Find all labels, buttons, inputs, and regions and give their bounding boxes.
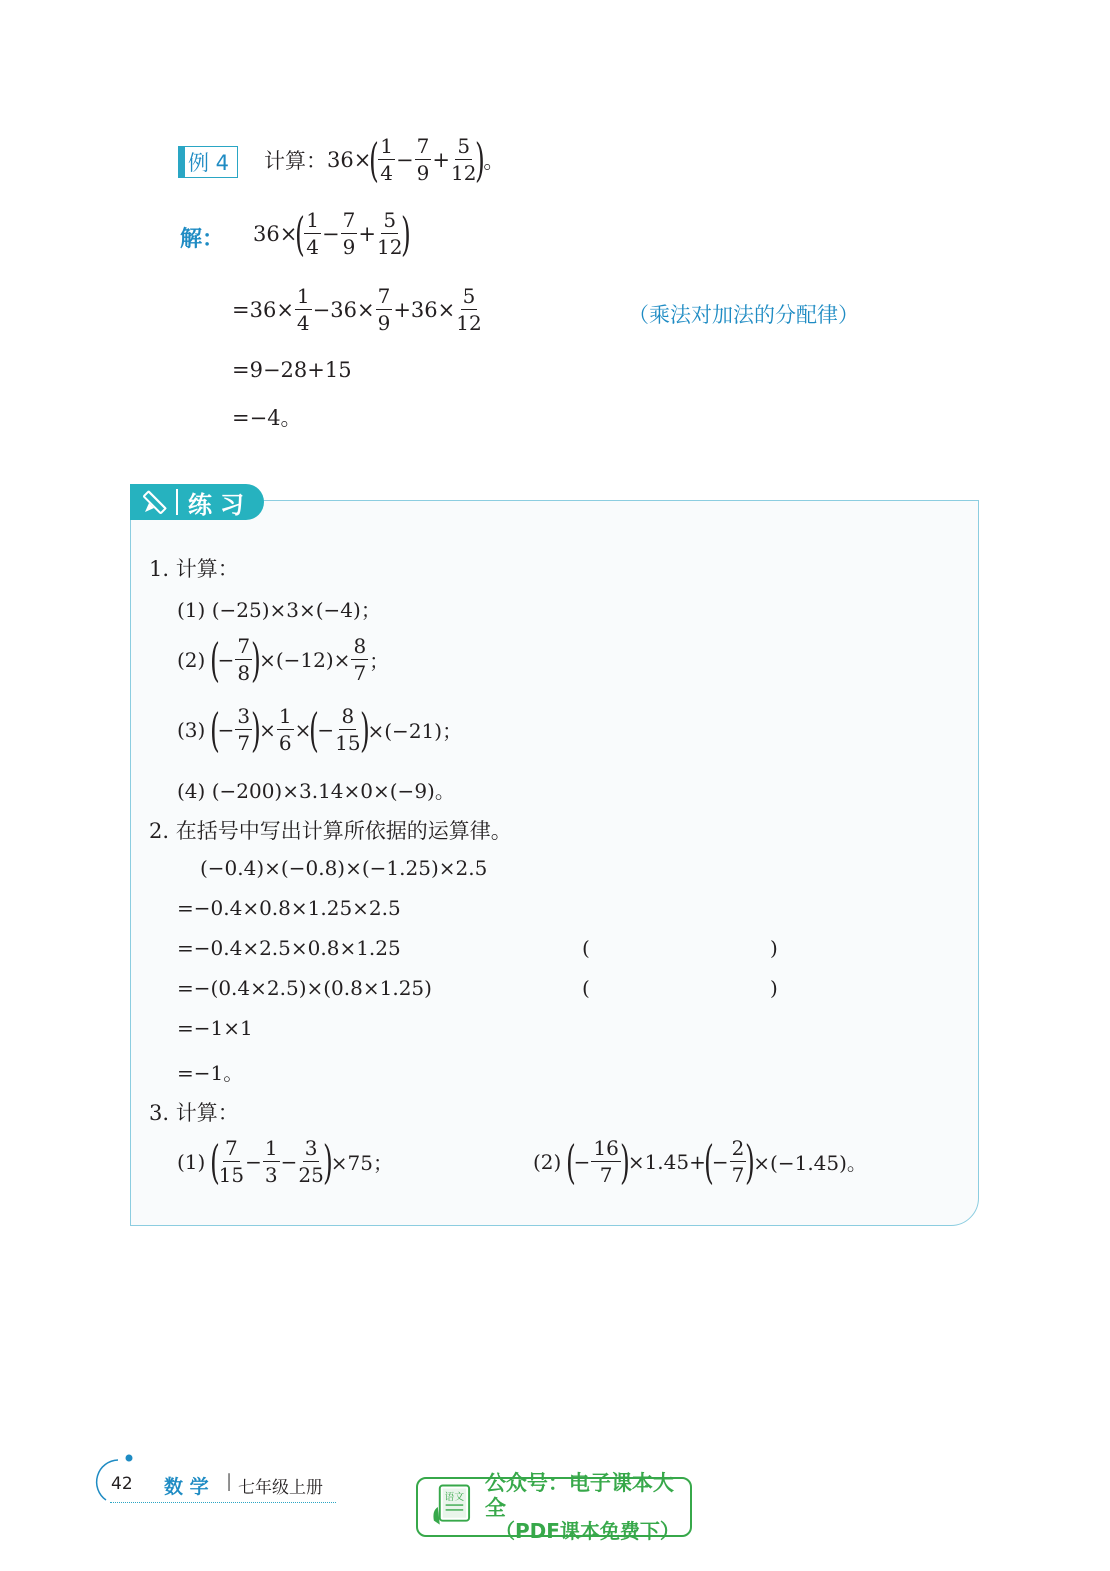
example-tag (178, 146, 238, 178)
minus-sign: − (245, 1149, 262, 1174)
fraction-16-7: $\frac{16}{7}$ (593, 1136, 619, 1187)
times-sign: × (294, 717, 312, 742)
minus-sign: − (396, 147, 414, 172)
solution-label: 解： (180, 227, 225, 252)
minus-sign: − (217, 717, 235, 742)
minus-sign: − (322, 221, 340, 246)
open-paren: ( (209, 632, 220, 687)
footer-separator: | (226, 1471, 233, 1492)
example-prompt-prefix: 计算： (264, 148, 327, 173)
minus-sign: − (711, 1149, 729, 1174)
q1-part-3-label: (3) (177, 717, 206, 742)
example-prompt-36: 36× (327, 147, 372, 172)
step1-part-b: −36× (312, 297, 375, 322)
fraction-1-4: $\frac{1}{4}$ (306, 208, 320, 259)
pencil-ruler-icon (140, 487, 170, 517)
open-paren: ( (209, 1134, 220, 1189)
practice-tab-separator (176, 489, 178, 515)
fraction-8-7: $\frac{8}{7}$ (353, 634, 367, 685)
q1-part-3-end: ×(−21)； (367, 719, 463, 743)
q1-part-2-mid: ×(−12)× (259, 647, 351, 672)
q2-line-5: =−1×1 (177, 1016, 253, 1040)
open-paren: ( (209, 702, 220, 757)
fraction-2-7: $\frac{2}{7}$ (731, 1136, 745, 1187)
watermark-badge (416, 1471, 692, 1543)
fraction-8-15: $\frac{8}{15}$ (335, 704, 361, 755)
step1-part-c: +36× (393, 297, 456, 322)
close-paren: ) (401, 206, 412, 261)
close-paren: ) (359, 702, 370, 757)
fraction-7-15: $\frac{7}{15}$ (218, 1136, 245, 1187)
example-prompt (264, 132, 505, 187)
q3-part-2-mid: ×1.45+ (627, 1149, 706, 1174)
answer-blank-2-close[interactable]: ) (770, 976, 778, 1000)
practice-title: 练习 (188, 490, 252, 519)
q3-part-1 (177, 1134, 393, 1189)
watermark-line-2: （PDF课本免费下） (494, 1518, 680, 1543)
q3-part-1-end: ×75； (330, 1151, 393, 1175)
q1-part-2-label: (2) (177, 647, 206, 672)
q2-line-2: =−0.4×0.8×1.25×2.5 (177, 896, 401, 920)
plus-sign: + (432, 147, 450, 172)
footer-grade: 七年级上册 (238, 1478, 323, 1498)
open-paren: ( (703, 1134, 714, 1189)
footer-dotted-line (110, 1502, 336, 1503)
q1-part-2-end: ； (369, 649, 390, 673)
close-paren: ) (251, 702, 262, 757)
q2-line-4: =−(0.4×2.5)×(0.8×1.25) (177, 976, 432, 1000)
plus-sign: + (358, 221, 376, 246)
answer-blank-2-open[interactable]: ( (582, 976, 590, 1000)
solution-expression (253, 206, 412, 261)
minus-sign: − (573, 1149, 591, 1174)
q1-part-3 (177, 702, 463, 757)
q3-part-2-label: (2) (533, 1149, 562, 1174)
q3-part-1-label: (1) (177, 1149, 206, 1174)
fraction-7-9: $\frac{7}{9}$ (377, 284, 391, 335)
close-paren: ) (322, 1134, 333, 1189)
close-paren: ) (475, 132, 486, 187)
q1-stem: 1. 计算： (149, 557, 239, 581)
close-paren: ) (251, 632, 262, 687)
close-paren: ) (619, 1134, 630, 1189)
q2-line-6: =−1。 (177, 1061, 244, 1085)
open-paren: ( (565, 1134, 576, 1189)
fraction-3-7: $\frac{3}{7}$ (237, 704, 251, 755)
minus-sign: − (317, 717, 335, 742)
solution-step-3: =−4。 (232, 406, 302, 430)
close-paren: ) (745, 1134, 756, 1189)
fraction-5-12: $\frac{5}{12}$ (450, 134, 477, 185)
solution-step-1 (232, 286, 483, 333)
open-paren: ( (369, 132, 380, 187)
q1-part-4: (4) (−200)×3.14×0×(−9)。 (177, 779, 455, 803)
times-sign: × (259, 717, 276, 742)
q2-line-1: (−0.4)×(−0.8)×(−1.25)×2.5 (200, 856, 488, 880)
minus-sign: − (217, 647, 235, 672)
fraction-7-9: $\frac{7}{9}$ (342, 208, 356, 259)
book-icon-label: 语文 (444, 1492, 465, 1504)
answer-blank-1-close[interactable]: ) (770, 936, 778, 960)
practice-tab (130, 484, 264, 520)
q1-part-2 (177, 632, 390, 687)
footer-subject: 数 学 (164, 1476, 209, 1498)
example-tag-bar (179, 147, 185, 177)
q3-stem: 3. 计算： (149, 1101, 239, 1125)
answer-blank-1-open[interactable]: ( (582, 936, 590, 960)
distributive-law-note: （乘法对加法的分配律） (628, 303, 859, 327)
book-icon (430, 1481, 479, 1533)
solution-36: 36× (253, 221, 298, 246)
open-paren: ( (309, 702, 320, 757)
fraction-1-4: $\frac{1}{4}$ (380, 134, 394, 185)
step1-part-a: =36× (232, 297, 294, 322)
solution-step-2: =9−28+15 (232, 358, 352, 382)
fraction-1-6: $\frac{1}{6}$ (278, 704, 292, 755)
q2-line-3: =−0.4×2.5×0.8×1.25 (177, 936, 401, 960)
watermark-line-1: 公众号：电子课本大全 (484, 1471, 674, 1520)
fraction-5-12: $\frac{5}{12}$ (456, 284, 482, 335)
q1-part-1: (1) (−25)×3×(−4)； (177, 598, 381, 622)
q3-part-2 (533, 1134, 867, 1189)
fraction-1-3: $\frac{1}{3}$ (264, 1136, 278, 1187)
fraction-1-4: $\frac{1}{4}$ (296, 284, 310, 335)
fraction-3-25: $\frac{3}{25}$ (298, 1136, 324, 1187)
fraction-5-12: $\frac{5}{12}$ (376, 208, 403, 259)
fraction-7-9: $\frac{7}{9}$ (416, 134, 430, 185)
q2-stem: 2. 在括号中写出计算所依据的运算律。 (149, 819, 512, 843)
watermark-text (485, 1471, 690, 1542)
minus-sign: − (280, 1149, 298, 1174)
open-paren: ( (295, 206, 306, 261)
example-tag-label: 例 4 (188, 151, 230, 175)
fraction-7-8: $\frac{7}{8}$ (237, 634, 251, 685)
period: 。 (483, 148, 505, 173)
q3-part-2-end: ×(−1.45)。 (753, 1151, 867, 1175)
page-number: 42 (111, 1474, 133, 1494)
